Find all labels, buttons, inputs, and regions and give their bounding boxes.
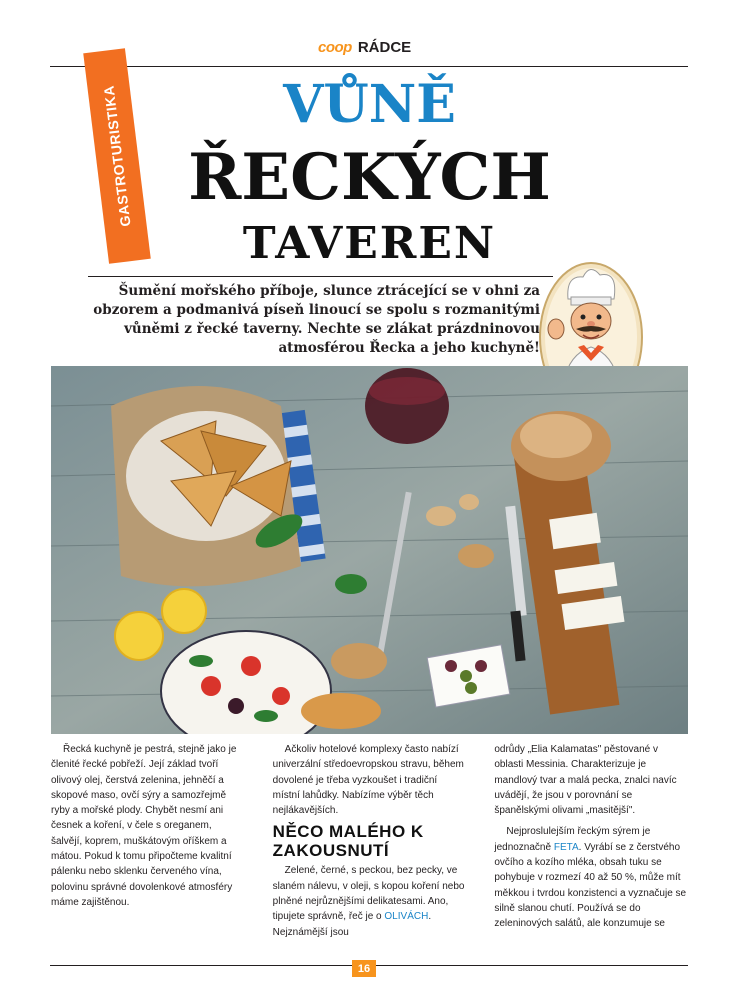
section-tag-label: GASTROTURISTIKA — [100, 84, 134, 228]
lead-paragraph: Šumění mořského příboje, slunce ztrácející se v ohni za obzorem a podmanivá píseň linoucí se spolu s rozmanitými vůněmi z řecké taverny. Nechte se zlákat prázdninovou atmosférou Řecka a jeho kuchyně! — [93, 283, 540, 356]
article-body — [51, 742, 688, 940]
top-rule — [50, 66, 688, 67]
paragraph: Zelené, černé, s peckou, bez pecky, ve slaném nálevu, v oleji, s kopou koření nebo plněné nejrůznějšími delikatesami. Ano, tipujete správně, řeč je o OLIVÁCH. Nejznámější jsou — [272, 865, 465, 938]
column-1 — [51, 742, 245, 940]
brand-header — [318, 37, 411, 57]
column-2 — [273, 742, 467, 940]
coop-logo: coop — [318, 38, 352, 56]
page-number: 16 — [352, 960, 376, 977]
title-line-2: ŘECKÝCH — [188, 140, 551, 215]
paragraph: Ačkoliv hotelové komplexy často nabízí univerzální středoevropskou stravu, během dovolené je třeba vyzkoušet i tradiční místní lahůdky. Nabízíme výběr těch nejlákavějších. — [272, 744, 464, 817]
title-line-1: VŮNĚ — [283, 74, 456, 135]
magazine-name: RÁDCE — [357, 38, 412, 56]
highlight-term: OLIVÁCH — [384, 911, 429, 923]
title-line-3: TAVEREN — [242, 218, 497, 269]
paragraph: Řecká kuchyně je pestrá, stejně jako je členité řecké pobřeží. Její základ tvoří olivový olej, čerstvá zelenina, jehněčí a skopové maso, ovčí sýry a samozřejmě ryby a mořské plody. Chybět nesmí ani česnek a koření, v čele s oreganem, šalvějí, koprem, muškátovým oříškem a mátou. Pokud k tomu připočteme kvalitní pálenku nebo sklenku červeného vína, polovinu správné dovolenkové atmosféry máme zajištěnou. — [51, 744, 237, 908]
section-heading: NĚCO MALÉHO K ZAKOUSNUTÍ — [272, 822, 424, 861]
paragraph: Nejproslulejším řeckým sýrem je jednoznačně FETA. Vyrábí se z čerstvého ovčího a kozího mléka, obsah tuku se pohybuje v rozmezí 40 až 50 %, může mít měkkou i tvrdou konzistenci a vyznačuje se silně slanou chutí. Používá se do zeleninových salátů, ale konzumuje se — [494, 826, 687, 930]
paragraph: odrůdy „Elia Kalamatas" pěstované v oblasti Messinia. Charakterizuje je mandlový tvar a malá pecka, znalci navíc uvádějí, že jsou v porovnání se španělskými olivami „masitější". — [494, 744, 677, 817]
highlight-term: FETA — [553, 841, 579, 853]
greek-food-table-photo — [51, 366, 688, 734]
column-3 — [494, 742, 688, 940]
title-rule — [88, 276, 553, 277]
